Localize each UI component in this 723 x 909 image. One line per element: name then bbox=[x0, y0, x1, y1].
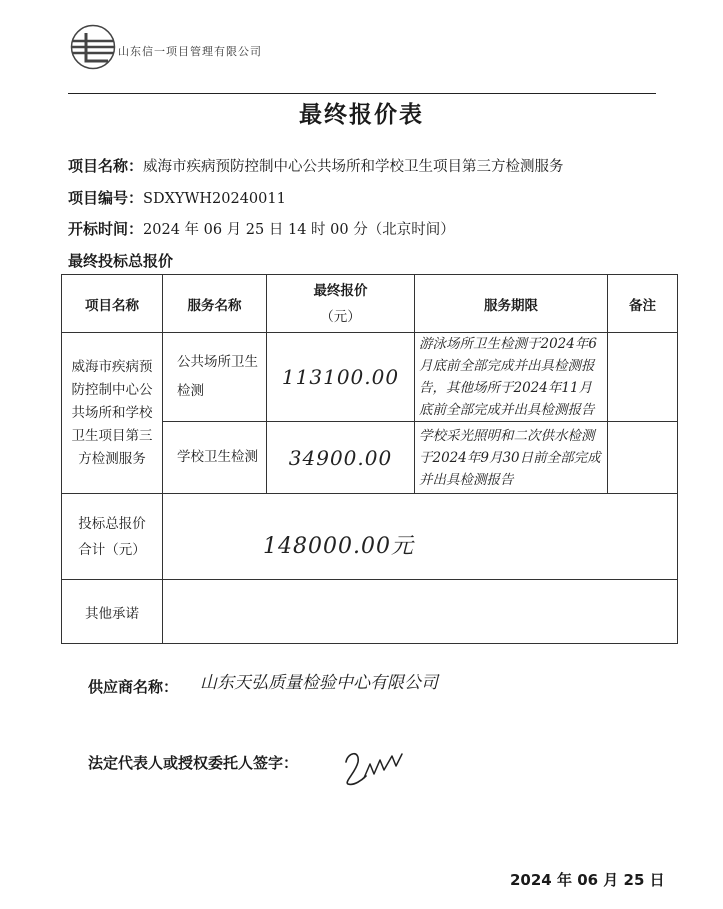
handwritten-signature bbox=[338, 740, 408, 790]
total-row bbox=[62, 494, 678, 580]
total-value-cell bbox=[163, 494, 678, 580]
project-no-line bbox=[68, 187, 286, 208]
service-name-cell: 学校卫生检测 bbox=[163, 422, 267, 494]
bid-time-value: 2024 年 06 月 25 日 14 时 00 分（北京时间） bbox=[143, 222, 455, 238]
price-cell bbox=[267, 333, 415, 422]
header-price bbox=[267, 275, 415, 333]
price-value: 34900.00 bbox=[288, 445, 393, 470]
company-name: 山东信一项目管理有限公司 bbox=[118, 45, 262, 58]
service-name-cell: 公共场所卫生检测 bbox=[163, 333, 267, 422]
other-label-cell: 其他承诺 bbox=[62, 580, 163, 644]
price-table bbox=[61, 274, 678, 644]
section-title: 最终投标总报价 bbox=[68, 252, 174, 270]
table-header-row bbox=[62, 275, 678, 333]
remark-cell bbox=[608, 422, 678, 494]
other-value-cell bbox=[163, 580, 678, 644]
bid-time-line bbox=[68, 218, 455, 239]
supplier-label: 供应商名称： bbox=[88, 678, 179, 696]
header-price-line2: （元） bbox=[320, 308, 361, 325]
project-no-value: SDXYWH20240011 bbox=[143, 191, 286, 207]
supplier-name: 山东天弘质量检验中心有限公司 bbox=[200, 673, 438, 693]
header-period: 服务期限 bbox=[415, 275, 608, 333]
total-label-cell: 投标总报价合计（元） bbox=[62, 494, 163, 580]
header-price-line1: 最终报价 bbox=[313, 282, 368, 299]
header-remark: 备注 bbox=[608, 275, 678, 333]
project-name-line bbox=[68, 155, 564, 176]
project-name-label: 项目名称： bbox=[68, 157, 144, 175]
project-no-label: 项目编号： bbox=[68, 189, 144, 207]
period-cell: 游泳场所卫生检测于2024年6月底前全部完成并出具检测报告，其他场所于2024年11月底前全部完成并出具检测报告 bbox=[415, 333, 608, 422]
header-divider bbox=[68, 93, 656, 94]
price-cell bbox=[267, 422, 415, 494]
remark-cell bbox=[608, 333, 678, 422]
page-title: 最终报价表 bbox=[299, 102, 424, 128]
header-project: 项目名称 bbox=[62, 275, 163, 333]
bid-time-label: 开标时间： bbox=[68, 220, 144, 238]
other-row bbox=[62, 580, 678, 644]
header-service: 服务名称 bbox=[163, 275, 267, 333]
table-row bbox=[62, 333, 678, 422]
total-value: 148000.00元 bbox=[263, 534, 414, 559]
period-cell: 学校采光照明和二次供水检测于2024年9月30日前全部完成并出具检测报告 bbox=[415, 422, 608, 494]
project-name-value: 威海市疾病预防控制中心公共场所和学校卫生项目第三方检测服务 bbox=[143, 159, 564, 175]
representative-label: 法定代表人或授权委托人签字： bbox=[88, 754, 299, 772]
project-name-cell: 威海市疾病预防控制中心公共场所和学校卫生项目第三方检测服务 bbox=[62, 333, 163, 494]
price-value: 113100.00 bbox=[281, 365, 400, 389]
sign-date: 2024 年 06 月 25 日 bbox=[510, 871, 665, 889]
company-logo-icon bbox=[70, 24, 116, 70]
